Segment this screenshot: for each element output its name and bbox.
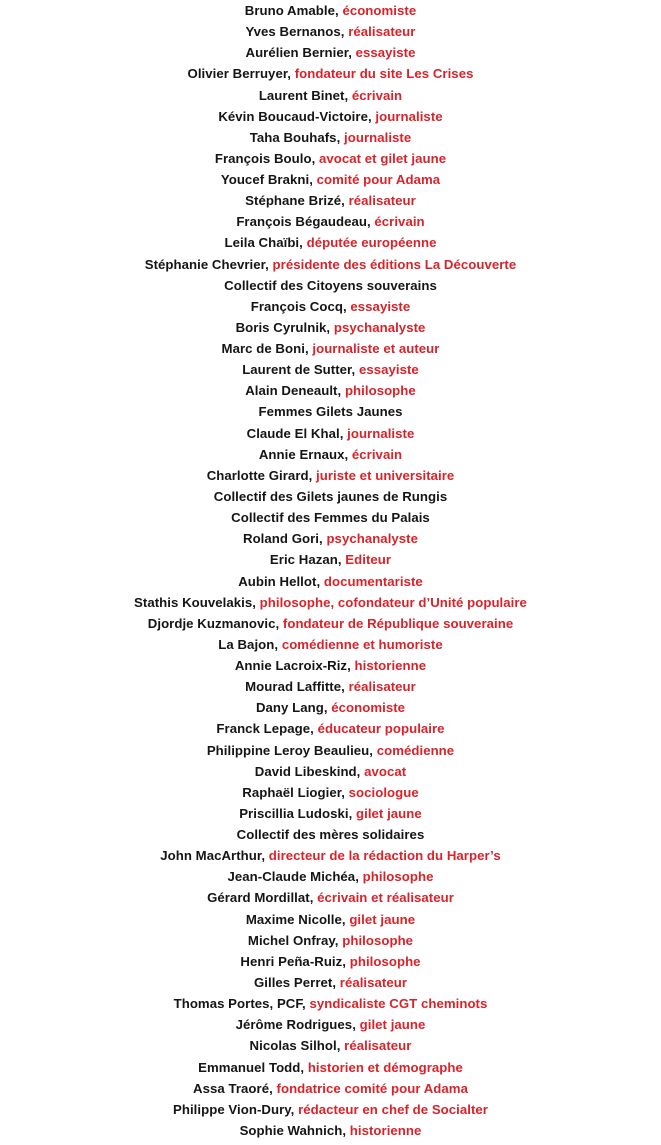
name-role-separator: , <box>348 805 357 821</box>
signatory-row <box>0 0 661 21</box>
signatory-row <box>0 63 661 84</box>
signatory-role: comédienne et humoriste <box>281 636 443 652</box>
signatory-row <box>0 507 661 528</box>
signatory-name: Franck Lepage <box>216 721 311 737</box>
signatory-name: Marc de Boni <box>221 341 305 357</box>
signatory-name: David Libeskind <box>254 763 357 779</box>
signatory-role: essayiste <box>350 298 411 314</box>
name-role-separator: , <box>341 911 350 927</box>
signatory-row <box>0 549 661 570</box>
signatory-row <box>0 401 661 422</box>
signatory-row <box>0 972 661 993</box>
signatory-name: François Boulo <box>214 150 312 166</box>
signatory-role: éducateur populaire <box>317 721 445 737</box>
name-role-separator: , <box>347 658 355 674</box>
name-role-separator: , <box>275 615 283 631</box>
signatory-row <box>0 951 661 972</box>
name-role-separator: , <box>337 552 346 568</box>
signatory-row <box>0 655 661 676</box>
name-role-separator: , <box>348 45 356 61</box>
signatory-role: essayiste <box>358 362 419 378</box>
signatory-role: réalisateur <box>339 974 408 990</box>
signatory-role: directeur de la rédaction du Harper’s <box>268 848 501 864</box>
signatory-name: Priscillia Ludoski <box>239 805 349 821</box>
name-role-separator: , <box>337 383 345 399</box>
signatory-row <box>0 359 661 380</box>
name-role-separator: , <box>319 531 327 547</box>
name-role-separator: , <box>352 1017 360 1033</box>
name-role-separator: , <box>310 721 318 737</box>
name-role-separator: , <box>336 1038 345 1054</box>
name-role-separator: , <box>341 193 349 209</box>
signatory-role: rédacteur en chef de Socialter <box>298 1101 488 1117</box>
signatory-role: syndicaliste CGT cheminots <box>309 996 488 1012</box>
signatory-role: écrivain et réalisateur <box>317 890 454 906</box>
signatory-row <box>0 148 661 169</box>
signatory-row <box>0 21 661 42</box>
signatory-name: Yves Bernanos <box>245 24 341 40</box>
signatory-role: historienne <box>354 658 427 674</box>
signatory-row <box>0 42 661 63</box>
signatory-role: historienne <box>349 1122 422 1138</box>
name-role-separator: , <box>341 679 349 695</box>
name-role-separator: , <box>299 235 307 251</box>
signatory-role: fondatrice comité pour Adama <box>276 1080 468 1096</box>
signatory-row <box>0 592 661 613</box>
signatory-row <box>0 1120 661 1141</box>
name-role-separator: , <box>342 1122 350 1138</box>
signatory-role: écrivain <box>374 214 425 230</box>
name-role-separator: , <box>355 869 363 885</box>
signatory-row <box>0 718 661 739</box>
name-role-separator: , <box>302 996 310 1012</box>
signatory-row <box>0 866 661 887</box>
signatory-role: avocat <box>364 763 407 779</box>
signatory-name: Jérôme Rodrigues <box>235 1017 353 1033</box>
signatory-role: économiste <box>331 700 406 716</box>
signatory-name: Gérard Mordillat <box>207 890 310 906</box>
signatory-role: gilet jaune <box>349 911 416 927</box>
signatory-role: journaliste <box>344 129 412 145</box>
name-role-separator: , <box>316 573 324 589</box>
name-role-separator: , <box>308 467 317 483</box>
signatory-role: fondateur de République souveraine <box>282 615 514 631</box>
signatory-name: Emmanuel Todd <box>198 1059 301 1075</box>
signatory-row <box>0 127 661 148</box>
signatory-row <box>0 824 661 845</box>
signatory-role: comédienne <box>376 742 455 758</box>
signatory-row <box>0 296 661 317</box>
signatory-role: journaliste et auteur <box>312 341 440 357</box>
signatory-row <box>0 571 661 592</box>
signatory-row <box>0 85 661 106</box>
signatory-name: Thomas Portes, PCF <box>173 996 303 1012</box>
signatory-name: Djordje Kuzmanovic <box>147 615 276 631</box>
signatory-name: John MacArthur <box>160 848 262 864</box>
signatory-role: réalisateur <box>348 679 416 695</box>
signatory-row <box>0 380 661 401</box>
signatory-row <box>0 740 661 761</box>
signatory-name: Boris Cyrulnik <box>235 319 327 335</box>
signatory-name: Nicolas Silhol <box>249 1038 337 1054</box>
name-role-separator: , <box>323 700 332 716</box>
name-role-separator: , <box>300 1059 308 1075</box>
signatory-role: réalisateur <box>348 24 416 40</box>
signatory-name: Michel Onfray <box>247 932 335 948</box>
signatory-row <box>0 486 661 507</box>
signatory-role: comité pour Adama <box>316 172 441 188</box>
name-role-separator: , <box>340 24 349 40</box>
signatory-name: Kévin Boucaud-Victoire <box>218 108 368 124</box>
name-role-separator: , <box>366 214 375 230</box>
signatory-name: Assa Traoré <box>193 1080 270 1096</box>
signatory-role: journaliste <box>347 425 415 441</box>
signatory-name: Alain Deneault <box>245 383 338 399</box>
signatory-name: Aubin Hellot <box>238 573 317 589</box>
signatory-name: Mourad Laffitte <box>245 679 342 695</box>
signatory-row <box>0 338 661 359</box>
signatory-name: Raphaël Liogier <box>242 784 342 800</box>
signatory-name: Taha Bouhafs <box>249 129 337 145</box>
signatory-role: philosophe <box>349 953 421 969</box>
name-role-separator: , <box>326 319 334 335</box>
signatory-name: Leila Chaïbi <box>224 235 300 251</box>
signatory-role: philosophe <box>344 383 416 399</box>
signatory-row <box>0 697 661 718</box>
signatory-row <box>0 634 661 655</box>
name-role-separator: , <box>269 1080 277 1096</box>
signatory-name: Bruno Amable <box>244 3 335 18</box>
signatory-role: gilet jaune <box>356 805 422 821</box>
name-role-separator: , <box>351 362 359 378</box>
signatory-name: Annie Lacroix-Riz <box>234 658 348 674</box>
signatory-row <box>0 317 661 338</box>
signatory-role: écrivain <box>351 446 403 462</box>
signatory-name: Collectif des Femmes du Palais <box>231 510 430 526</box>
signatory-name: Henri Peña-Ruiz <box>240 953 343 969</box>
signatory-name: Collectif des mères solidaires <box>236 827 425 843</box>
signatory-name: Stéphane Brizé <box>245 193 342 209</box>
signatory-name: Laurent de Sutter <box>242 362 352 378</box>
signatory-name: Roland Gori <box>243 531 320 547</box>
signatory-role: écrivain <box>351 87 403 103</box>
signatory-role: psychanalyste <box>333 319 426 335</box>
signatory-role: documentariste <box>323 573 423 589</box>
name-role-separator: , <box>342 953 350 969</box>
signatory-name: Stéphanie Chevrier <box>144 256 266 272</box>
name-role-separator: , <box>252 594 260 610</box>
name-role-separator: , <box>341 784 349 800</box>
signatory-row <box>0 465 661 486</box>
name-role-separator: , <box>344 87 352 103</box>
signatory-name: Annie Ernaux <box>258 446 345 462</box>
signatory-row <box>0 803 661 824</box>
signatory-name: La Bajon <box>218 636 275 652</box>
signatory-name: Youcef Brakni <box>220 172 310 188</box>
signatory-name: François Cocq <box>250 298 343 314</box>
name-role-separator: , <box>344 446 352 462</box>
signatory-name: François Bégaudeau <box>236 214 367 230</box>
name-role-separator: , <box>311 150 319 166</box>
signatory-role: historien et démographe <box>307 1059 463 1075</box>
signatory-role: philosophe <box>342 932 414 948</box>
signatory-row <box>0 423 661 444</box>
signatory-row <box>0 1078 661 1099</box>
signatory-role: réalisateur <box>348 193 416 209</box>
name-role-separator: , <box>332 974 340 990</box>
name-role-separator: , <box>339 425 348 441</box>
signatory-row <box>0 106 661 127</box>
signatory-row <box>0 275 661 296</box>
name-role-separator: , <box>265 256 273 272</box>
signatory-row <box>0 761 661 782</box>
signatory-row <box>0 909 661 930</box>
signatory-row <box>0 613 661 634</box>
signatory-role: sociologue <box>348 784 419 800</box>
signatory-name: Charlotte Girard <box>206 467 309 483</box>
name-role-separator: , <box>261 848 269 864</box>
name-role-separator: , <box>274 636 282 652</box>
name-role-separator: , <box>309 172 317 188</box>
signatory-row <box>0 887 661 908</box>
signatory-name: Maxime Nicolle <box>245 911 342 927</box>
signatory-row <box>0 190 661 211</box>
name-role-separator: , <box>290 1101 299 1117</box>
signatory-name: Dany Lang <box>255 700 324 716</box>
signatory-name: Femmes Gilets Jaunes <box>258 404 403 420</box>
signatory-role: psychanalyste <box>326 531 418 547</box>
signatory-name: Olivier Berruyer <box>187 66 288 82</box>
signatory-name: Collectif des Citoyens souverains <box>224 277 437 293</box>
signatory-role: avocat et gilet jaune <box>319 150 447 166</box>
signatory-name: Aurélien Bernier <box>245 45 349 61</box>
signatory-role: gilet jaune <box>359 1017 426 1033</box>
name-role-separator: , <box>356 763 365 779</box>
signatory-name: Claude El Khal <box>246 425 340 441</box>
signatory-name: Gilles Perret <box>253 974 333 990</box>
signatory-name: Stathis Kouvelakis <box>134 594 253 610</box>
signatory-name: Laurent Binet <box>258 87 345 103</box>
signatory-name: Philippe Vion-Dury <box>173 1101 291 1117</box>
name-role-separator: , <box>367 108 376 124</box>
signatory-role: juriste et universitaire <box>316 467 455 483</box>
signatory-role: journaliste <box>375 108 443 124</box>
name-role-separator: , <box>309 890 318 906</box>
signatory-row <box>0 1035 661 1056</box>
signatory-name: Philippine Leroy Beaulieu <box>206 742 370 758</box>
signatory-row <box>0 782 661 803</box>
signatory-role: philosophe <box>362 869 434 885</box>
name-role-separator: , <box>342 298 351 314</box>
signatory-row <box>0 845 661 866</box>
name-role-separator: , <box>335 3 343 18</box>
signatory-role: présidente des éditions La Découverte <box>272 256 517 272</box>
signatory-row <box>0 1099 661 1120</box>
name-role-separator: , <box>304 341 313 357</box>
name-role-separator: , <box>369 742 377 758</box>
signatory-name: Eric Hazan <box>269 552 338 568</box>
signatory-role: Editeur <box>345 552 392 568</box>
signatory-role: essayiste <box>355 45 416 61</box>
signatory-row <box>0 1014 661 1035</box>
name-role-separator: , <box>334 932 343 948</box>
signatory-row <box>0 254 661 275</box>
signatory-role: députée européenne <box>306 235 437 251</box>
signatory-role: réalisateur <box>344 1038 412 1054</box>
signatory-row <box>0 232 661 253</box>
signatory-name: Jean-Claude Michéa <box>227 869 356 885</box>
name-role-separator: , <box>336 129 345 145</box>
signatory-role: philosophe, cofondateur d’Unité populaire <box>259 594 527 610</box>
signatory-row <box>0 169 661 190</box>
signatory-row <box>0 528 661 549</box>
signatory-row <box>0 1057 661 1078</box>
signatory-row <box>0 930 661 951</box>
signatory-name: Collectif des Gilets jaunes de Rungis <box>213 488 448 504</box>
signatory-role: économiste <box>342 3 417 18</box>
signatory-row <box>0 211 661 232</box>
signatory-name: Sophie Wahnich <box>239 1122 343 1138</box>
signatory-row <box>0 444 661 465</box>
signatory-row <box>0 993 661 1014</box>
name-role-separator: , <box>287 66 295 82</box>
signatory-row <box>0 676 661 697</box>
signatory-role: fondateur du site Les Crises <box>294 66 474 82</box>
